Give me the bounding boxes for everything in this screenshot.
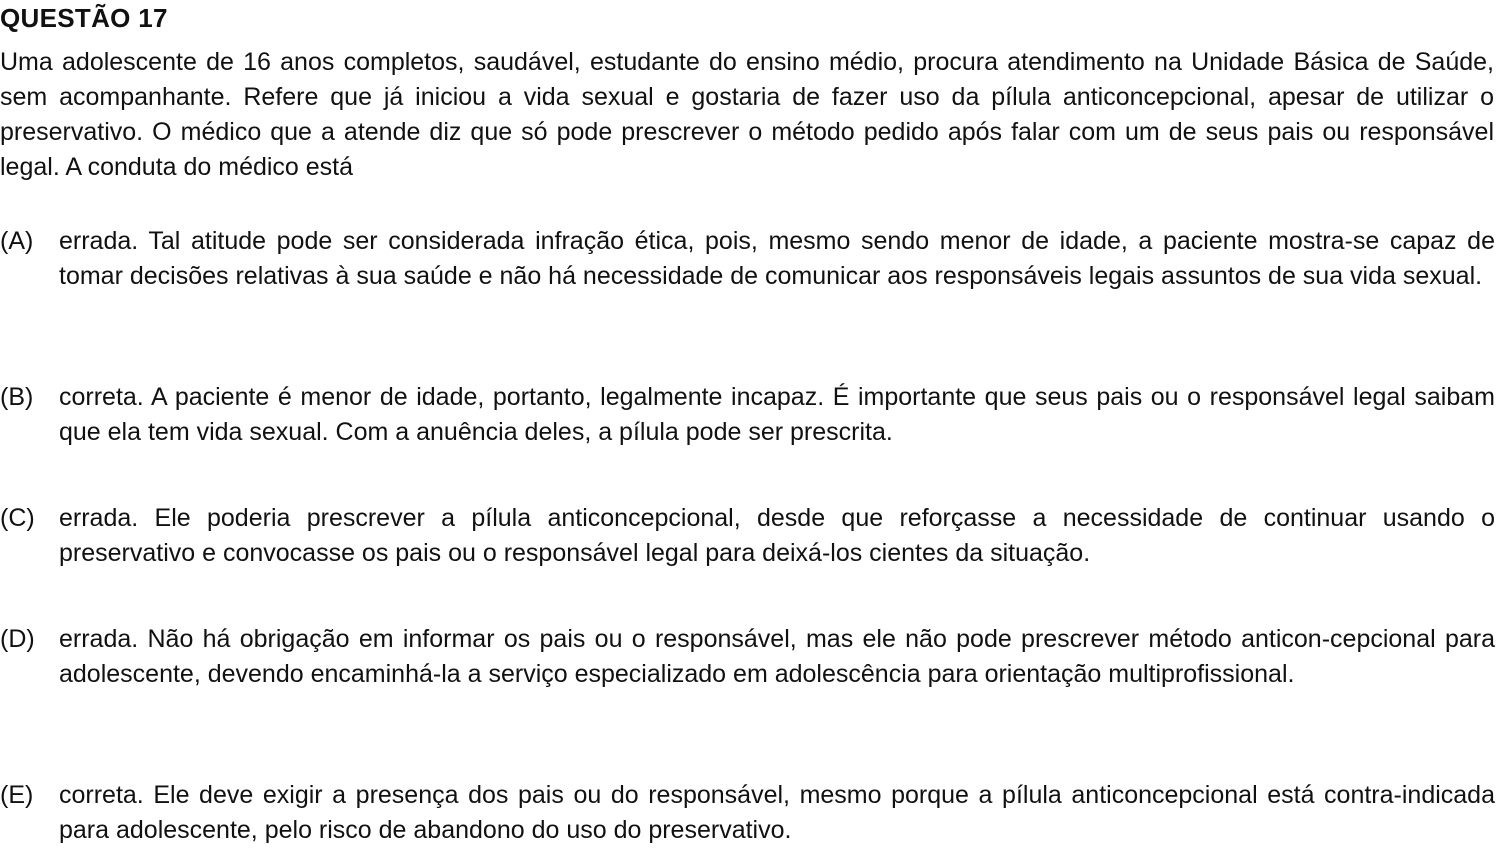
question-stem: Uma adolescente de 16 anos completos, saudável, estudante do ensino médio, procura atendimento na Unidade Básica de Saúde, sem acompanhante. Refere que já iniciou a vida sexual e gostaria de fazer uso da pílula anticoncepcional, apesar de utilizar o preservativo. O médico que a atende diz que só pode prescrever o método pedido após falar com um de seus pais ou responsável legal. A conduta do médico está <box>0 48 1494 181</box>
option-text: errada. Não há obrigação em informar os pais ou o responsável, mas ele não pode prescrever método anticon-cepcional para adolescente, devendo encaminhá-la a serviço especializado em adolescência para orientação multiprofissional. <box>59 625 1495 688</box>
option-text: errada. Tal atitude pode ser considerada infração ética, pois, mesmo sendo menor de idade, a paciente mostra-se capaz de tomar decisões relativas à sua saúde e não há necessidade de comunicar aos responsáveis legais assuntos de sua vida sexual. <box>59 227 1495 290</box>
option-d[interactable] <box>0 622 1496 692</box>
option-text: errada. Ele poderia prescrever a pílula anticoncepcional, desde que reforçasse a necessidade de continuar usando o preservativo e convocasse os pais ou o responsável legal para deixá-los cientes da situação. <box>59 504 1495 567</box>
option-text: correta. Ele deve exigir a presença dos pais ou do responsável, mesmo porque a pílula anticoncepcional está contra-indicada para adolescente, pelo risco de abandono do uso do preservativo. <box>59 781 1495 844</box>
option-e[interactable] <box>0 778 1496 848</box>
option-letter: (A) <box>0 227 34 255</box>
option-letter: (D) <box>0 625 35 653</box>
option-b[interactable] <box>0 380 1496 450</box>
question-title: QUESTÃO 17 <box>0 3 168 33</box>
option-c[interactable] <box>0 501 1496 571</box>
option-letter: (B) <box>0 383 34 411</box>
option-letter: (E) <box>0 781 34 809</box>
option-text: correta. A paciente é menor de idade, portanto, legalmente incapaz. É importante que seus pais ou o responsável legal saibam que ela tem vida sexual. Com a anuência deles, a pílula pode ser prescrita. <box>59 383 1495 446</box>
option-letter: (C) <box>0 504 35 532</box>
option-a[interactable] <box>0 224 1496 294</box>
